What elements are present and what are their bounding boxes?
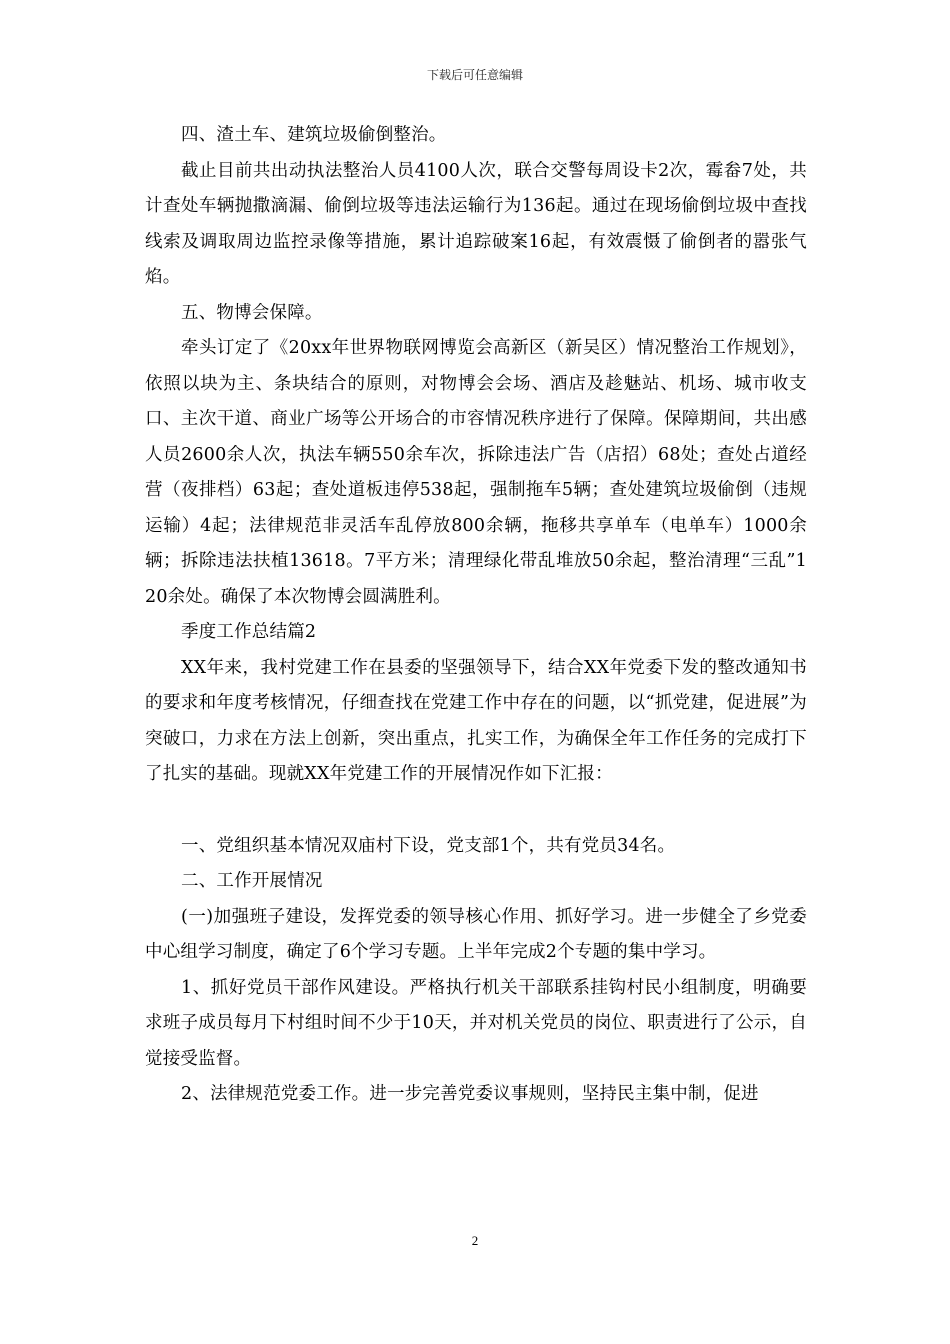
paragraph-work-style: 1、抓好党员干部作风建设。严格执行机关干部联系挂钩村民小组制度，明确要求班子成员每月下村组时间不少于10天，并对机关党员的岗位、职责进行了公示，自觉接受监督。 xyxy=(145,977,807,1069)
paragraph-regulation: 2、法律规范党委工作。进一步完善党委议事规则，坚持民主集中制，促进 xyxy=(181,1084,759,1104)
section-heading-1: 一、党组织基本情况双庙村下设，党支部1个，共有党员34名。 xyxy=(181,835,676,856)
paragraph-intro: XX年来，我村党建工作在县委的坚强领导下，结合XX年党委下发的整改通知书的要求和年度考核情况，仔细查找在党建工作中存在的问题，以“抓党建，促进展”为突破口，力求在方法上创新，突出重点，扎实工作，为确保全年工作任务的完成打下了扎实的基础。现就XX年党建工作的开展情况作如下汇报： xyxy=(145,657,807,784)
paragraph-team-building: (一)加强班子建设，发挥党委的领导核心作用、抓好学习。进一步健全了乡党委中心组学习制度，确定了6个学习专题。上半年完成2个专题的集中学习。 xyxy=(145,906,807,962)
section-heading-2: 二、工作开展情况 xyxy=(181,871,323,891)
paragraph-enforcement: 截止目前共出动执法整治人员4100人次，联合交警每周设卡2次，霉畚7处，共计查处车辆抛撒滴漏、偷倒垃圾等违法运输行为136起。通过在现场偷倒垃圾中查找线索及调取周边监控录像等措施，累计追踪破案16起，有效震慑了偷倒者的嚣张气焰。 xyxy=(145,160,807,287)
document-body xyxy=(145,118,807,1113)
page-number: 2 xyxy=(471,1233,479,1248)
section-heading-4: 四、渣土车、建筑垃圾偷倒整治。 xyxy=(181,125,447,145)
article-title: 季度工作总结篇2 xyxy=(181,622,317,642)
section-heading-5: 五、物博会保障。 xyxy=(181,302,323,323)
paragraph-expo-guarantee: 牵头订定了《20xx年世界物联网博览会高新区（新吴区）情况整治工作规划》，依照以块为主、条块结合的原则，对物博会会场、酒店及趁魅站、机场、城市收支口、主次干道、商业广场等公开场合的市容情况秩序进行了保障。保障期间，共出感人员2600余人次，执法车辆550余车次，拆除违法广告（店招）68处；查处占道经营（夜排档）63起；查处道板违停538起，强制拖车5辆；查处建筑垃圾偷倒（违规运输）4起；法律规范非灵活车乱停放800余辆，拖移共享单车（电单车）1000余辆；拆除违法扶植13618。7平方米；清理绿化带乱堆放50余起，整治清理“三乱”120余处。确保了本次物博会圆满胜利。 xyxy=(145,338,807,607)
blank-line xyxy=(145,793,807,829)
page-header: 下载后可任意编辑 xyxy=(426,68,523,82)
